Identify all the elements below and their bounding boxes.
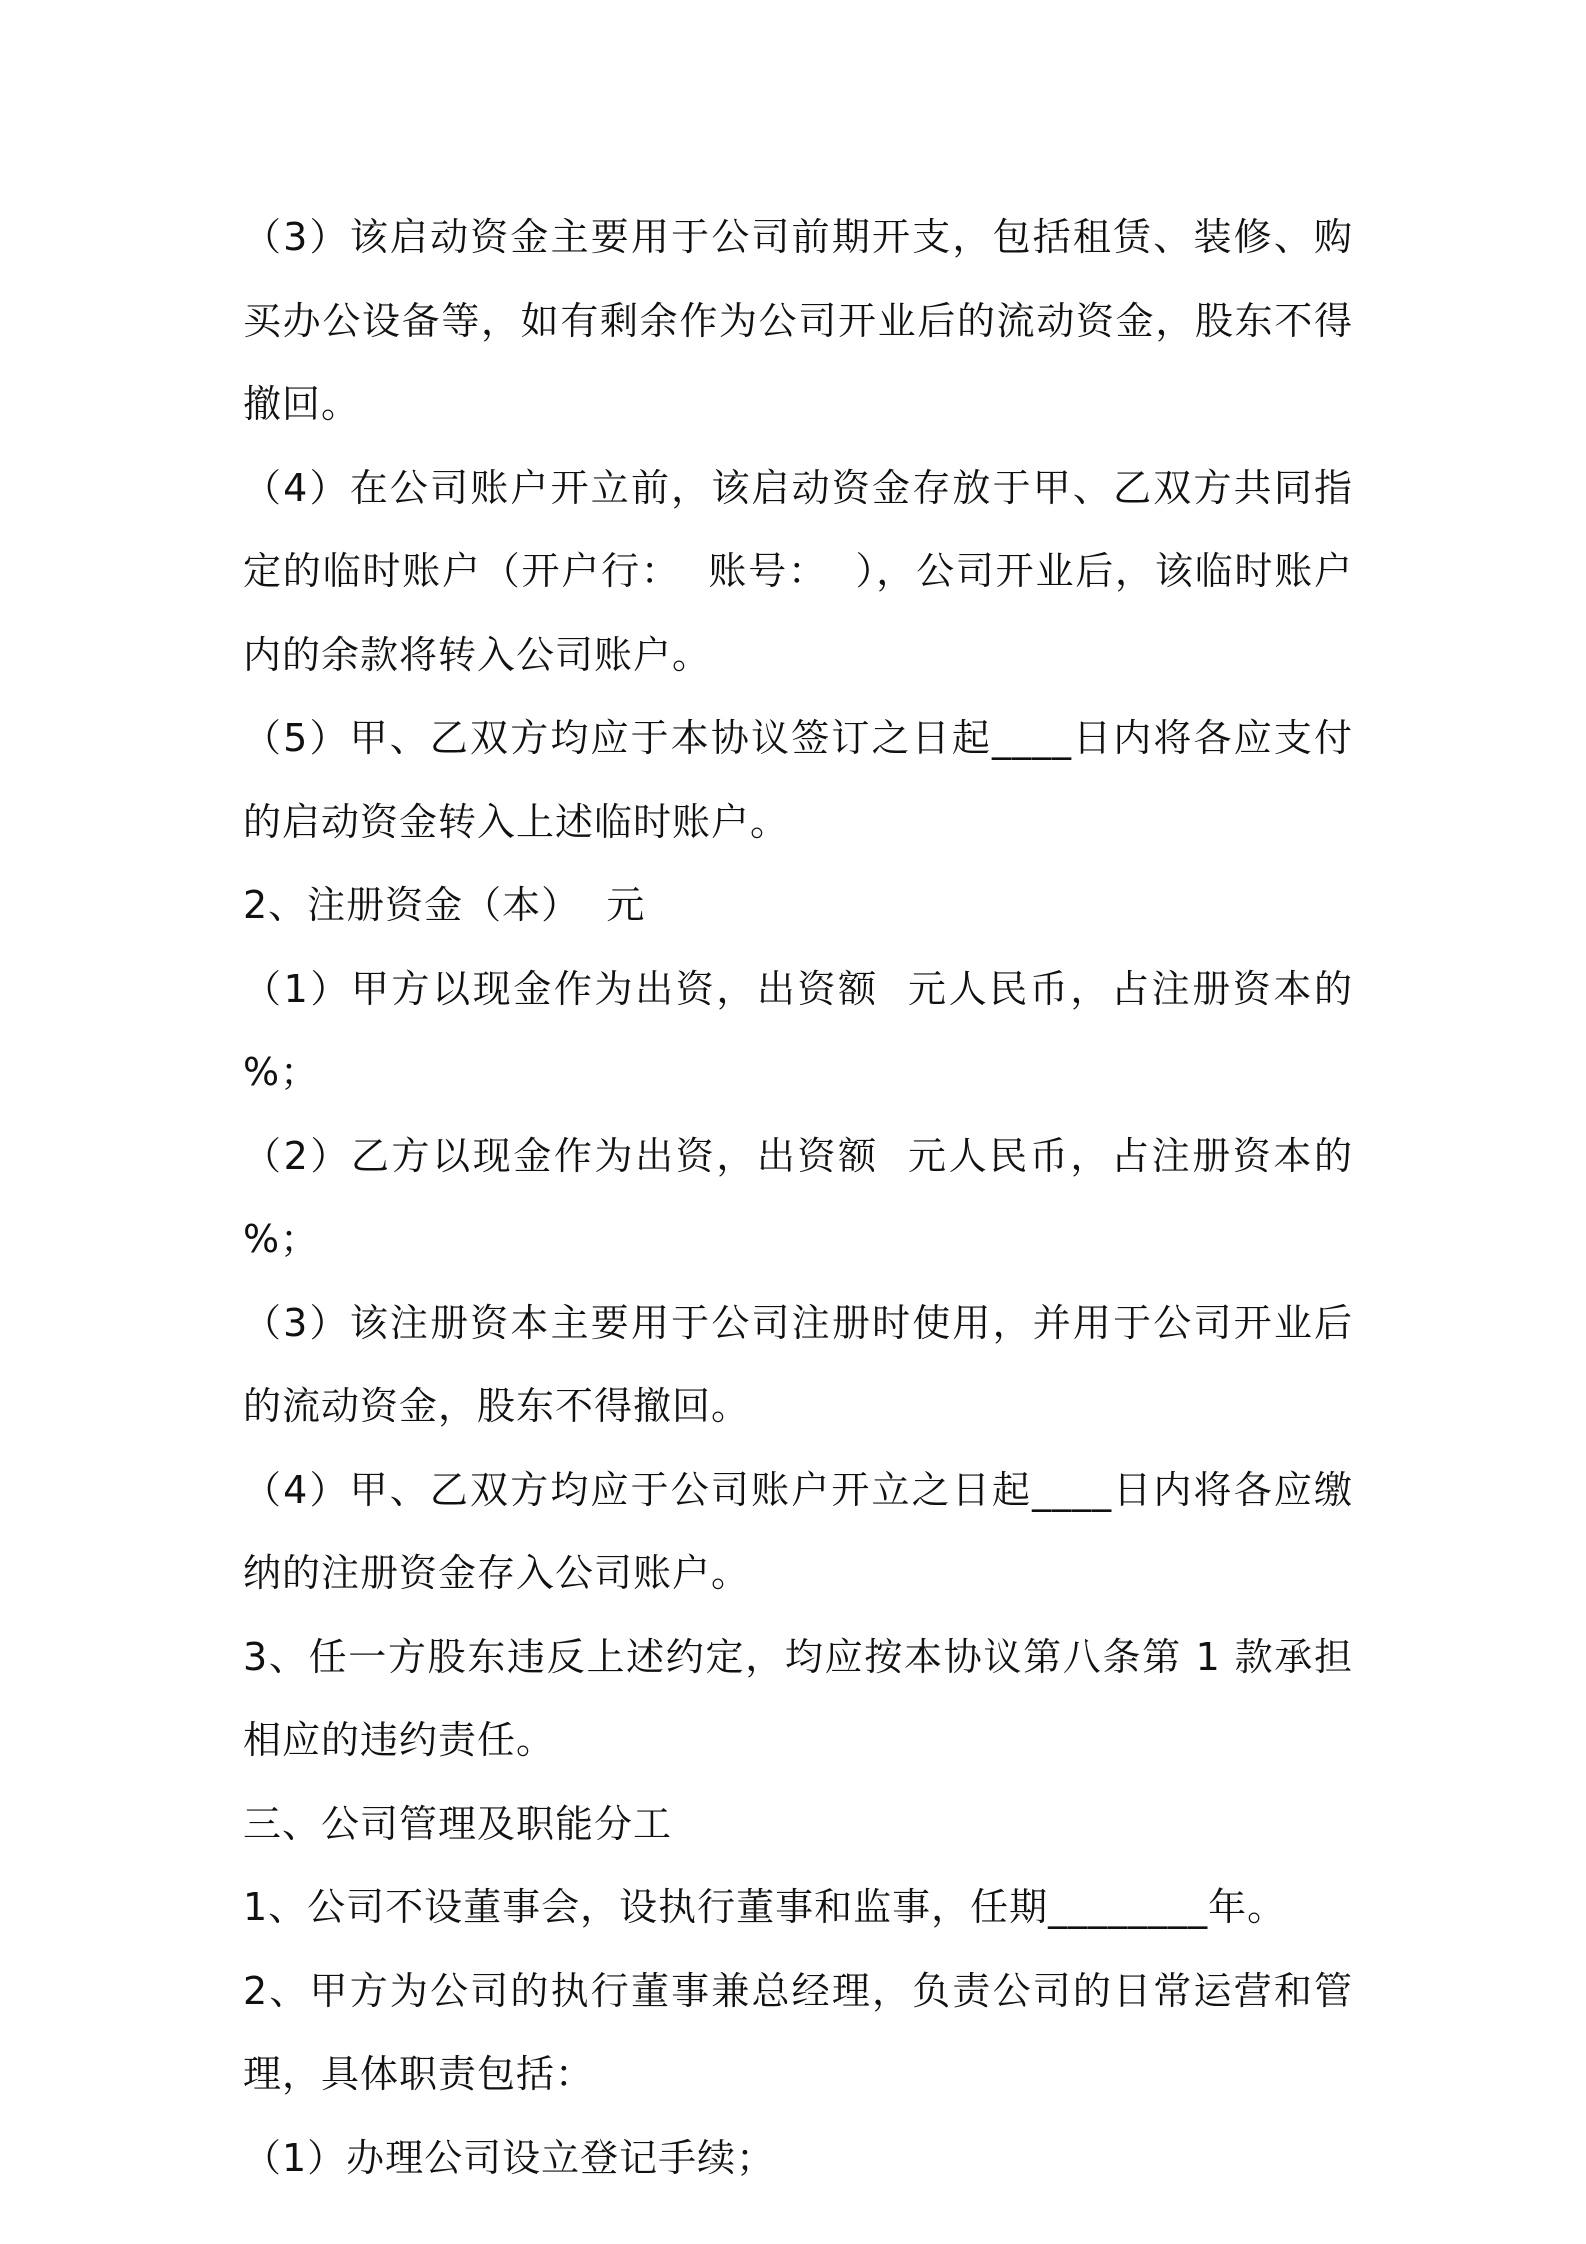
paragraph-fund-transfer-deadline: （5）甲、乙双方均应于本协议签订之日起____日内将各应支付的启动资金转入上述临时账户。 (243, 716, 1353, 844)
paragraph-startup-fund-usage: （3）该启动资金主要用于公司前期开支，包括租赁、装修、购买办公设备等，如有剩余作为公司开业后的流动资金，股东不得撤回。 (243, 215, 1353, 426)
paragraph-party-a-role: 2、甲方为公司的执行董事兼总经理，负责公司的日常运营和管理，具体职责包括： (243, 1968, 1353, 2096)
paragraph-temporary-account: （4）在公司账户开立前，该启动资金存放于甲、乙双方共同指定的临时账户（开户行： 账号： ），公司开业后，该临时账户内的余款将转入公司账户。 (243, 465, 1353, 677)
paragraph-party-b-contribution: （2）乙方以现金作为出资，出资额 元人民币，占注册资本的 %； (243, 1133, 1380, 1261)
paragraph-capital-usage: （3）该注册资本主要用于公司注册时使用，并用于公司开业后的流动资金，股东不得撤回。 (243, 1300, 1353, 1428)
paragraph-breach-liability: 3、任一方股东违反上述约定，均应按本协议第八条第 1 款承担相应的违约责任。 (243, 1634, 1353, 1762)
section-heading-management: 三、公司管理及职能分工 (243, 1801, 673, 1846)
paragraph-executive-director-term: 1、公司不设董事会，设执行董事和监事，任期________年。 (243, 1885, 1287, 1929)
paragraph-party-a-contribution: （1）甲方以现金作为出资，出资额 元人民币，占注册资本的 %； (243, 966, 1380, 1094)
paragraph-capital-deposit-deadline: （4）甲、乙双方均应于公司账户开立之日起____日内将各应缴纳的注册资金存入公司账户。 (243, 1467, 1353, 1595)
paragraph-registration-duty: （1）办理公司设立登记手续； (243, 2135, 776, 2180)
document-body (243, 196, 1380, 2200)
heading-registered-capital: 2、注册资金（本） 元 (243, 883, 646, 927)
